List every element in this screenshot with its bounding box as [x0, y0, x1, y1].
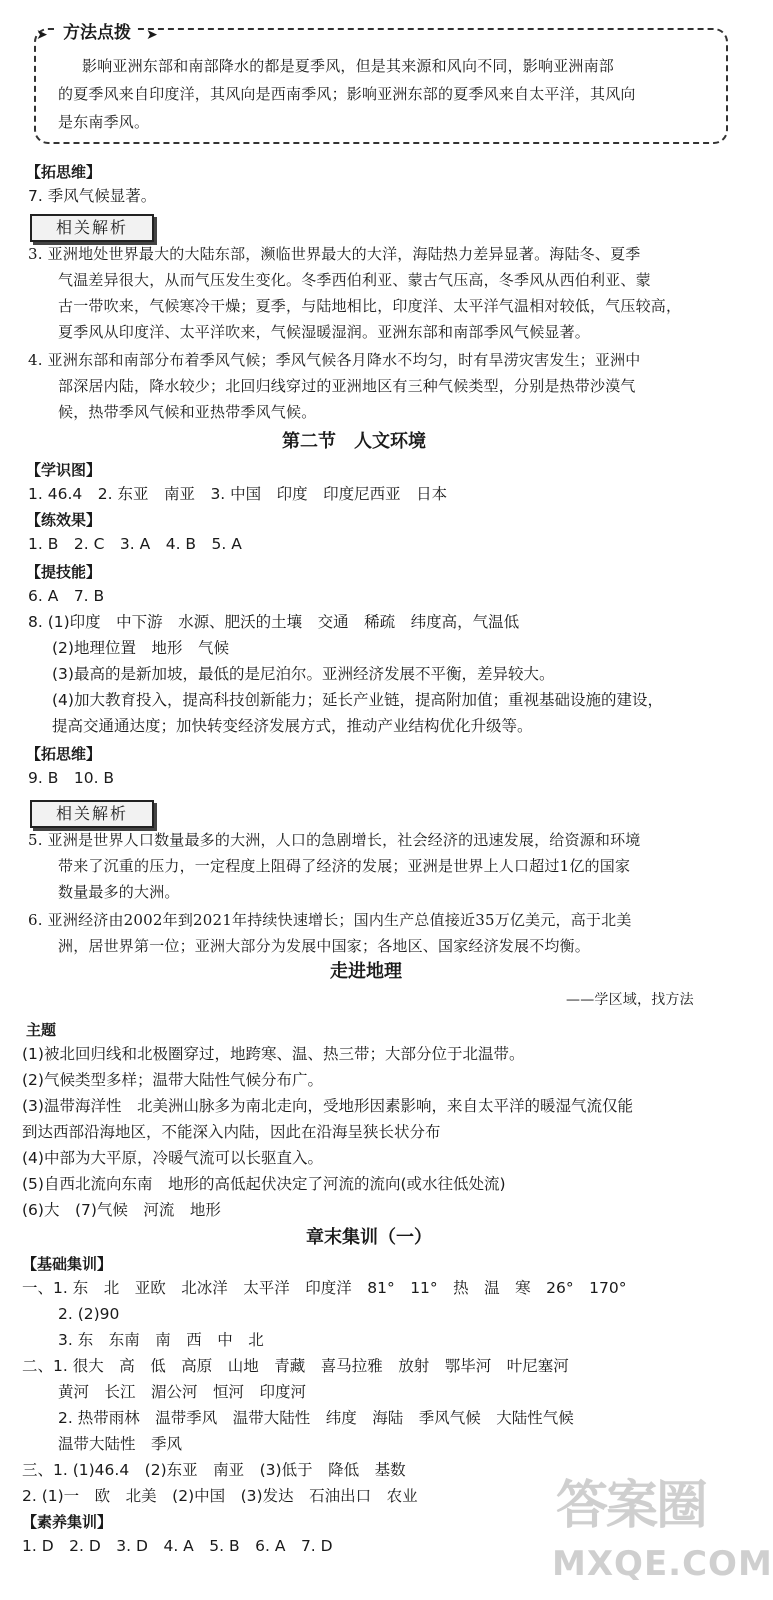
analysis-line: 候，热带季风气候和亚热带季风气候。	[58, 403, 317, 421]
section-title: 走进地理	[330, 961, 402, 982]
topic-line: (6)大 (7)气候 河流 地形	[22, 1201, 221, 1219]
section-title: 第二节 人文环境	[282, 431, 426, 452]
answer-line: 一、1. 东 北 亚欧 北冰洋 太平洋 印度洋 81° 11° 热 温 寒 26° 170°	[22, 1279, 627, 1297]
answer-line: 2. (1)一 欧 北美 (2)中国 (3)发达 石油出口 农业	[22, 1487, 418, 1505]
topic-line: (4)中部为大平原，冷暖气流可以长驱直入。	[22, 1149, 323, 1167]
answer-line: (4)加大教育投入，提高科技创新能力；延长产业链，提高附加值；重视基础设施的建设，	[52, 691, 663, 709]
topic-line: (3)温带海洋性 北美洲山脉多为南北走向，受地形因素影响，来自太平洋的暖湿气流仅能	[22, 1097, 633, 1115]
analysis-line: 5. 亚洲是世界人口数量最多的大洲，人口的急剧增长，社会经济的迅速发展，给资源和环境	[28, 831, 641, 849]
section-tag: 【练效果】	[26, 511, 102, 529]
analysis-line: 古一带吹来，气候寒冷干燥；夏季，与陆地相比，印度洋、太平洋气温相对较低，气压较高，	[58, 297, 682, 315]
topic-line: (1)被北回归线和北极圈穿过，地跨寒、温、热三带；大部分位于北温带。	[22, 1045, 525, 1063]
answer-line: (3)最高的是新加坡，最低的是尼泊尔。亚洲经济发展不平衡，差异较大。	[52, 665, 555, 683]
watermark-url: MXQE.COM	[552, 1544, 773, 1584]
answer-line: 2. 热带雨林 温带季风 温带大陆性 纬度 海陆 季风气候 大陆性气候	[58, 1409, 574, 1427]
answer-line: 2. (2)90	[58, 1305, 120, 1323]
section-tag: 【基础集训】	[22, 1255, 113, 1273]
analysis-line: 洲，居世界第一位；亚洲大部分为发展中国家；各地区、国家经济发展不均衡。	[58, 937, 591, 955]
analysis-line: 带来了沉重的压力，一定程度上阻碍了经济的发展；亚洲是世界上人口超过1亿的国家	[58, 857, 631, 875]
answer-line: 1. B 2. C 3. A 4. B 5. A	[28, 535, 242, 553]
analysis-label: 相关解析	[30, 214, 154, 242]
answer-line: 3. 东 东南 南 西 中 北	[58, 1331, 264, 1349]
topic-line: (2)气候类型多样；温带大陆性气候分布广。	[22, 1071, 323, 1089]
watermark-logo	[548, 1476, 773, 1596]
analysis-line: 夏季风从印度洋、太平洋吹来，气候湿暖湿润。亚洲东部和南部季风气候显著。	[58, 323, 591, 341]
section-tag: 【学识图】	[26, 461, 102, 479]
answer-line: 1. D 2. D 3. D 4. A 5. B 6. A 7. D	[22, 1537, 333, 1555]
answer-line: 黄河 长江 湄公河 恒河 印度河	[58, 1383, 307, 1401]
section-tag: 【素养集训】	[22, 1513, 113, 1531]
answer-line: 8. (1)印度 中下游 水源、肥沃的土壤 交通 稀疏 纬度高，气温低	[28, 613, 520, 631]
answer-line: 9. B 10. B	[28, 769, 115, 787]
section-tag: 【拓思维】	[26, 163, 102, 181]
topic-line: (5)自西北流向东南 地形的高低起伏决定了河流的流向(或水往低处流)	[22, 1175, 506, 1193]
answer-line: 7. 季风气候显著。	[28, 187, 157, 205]
answer-line: 6. A 7. B	[28, 587, 105, 605]
answer-line: 提高交通通达度；加快转变经济发展方式，推动产业结构优化升级等。	[52, 717, 533, 735]
analysis-line: 3. 亚洲地处世界最大的大陆东部，濒临世界最大的大洋，海陆热力差异显著。海陆冬、夏季	[28, 245, 641, 263]
answer-line: 三、1. (1)46.4 (2)东亚 南亚 (3)低于 降低 基数	[22, 1461, 406, 1479]
analysis-line: 数量最多的大洲。	[58, 883, 180, 901]
tip-title: 方法点拨	[57, 22, 137, 44]
analysis-line: 4. 亚洲东部和南部分布着季风气候；季风气候各月降水不均匀，时有旱涝灾害发生；亚洲中	[28, 351, 641, 369]
answer-line: 温带大陆性 季风	[58, 1435, 183, 1453]
topic-label: 主题	[26, 1021, 57, 1039]
section-subtitle: ——学区域，找方法	[566, 992, 694, 1008]
topic-line: 到达西部沿海地区，不能深入内陆，因此在沿海呈狭长状分布	[22, 1123, 441, 1141]
answer-line: (2)地理位置 地形 气候	[52, 639, 229, 657]
tip-line: 是东南季风。	[58, 113, 150, 131]
section-tag: 【提技能】	[26, 563, 102, 581]
analysis-label: 相关解析	[30, 800, 154, 828]
arrow-icon: ➤	[146, 27, 158, 43]
analysis-line: 气温差异很大，从而气压发生变化。冬季西伯利亚、蒙古气压高，冬季风从西伯利亚、蒙	[58, 271, 651, 289]
section-title: 章末集训（一）	[306, 1227, 432, 1248]
analysis-line: 部深居内陆，降水较少；北回归线穿过的亚洲地区有三种气候类型，分别是热带沙漠气	[58, 377, 636, 395]
section-tag: 【拓思维】	[26, 745, 102, 763]
analysis-line: 6. 亚洲经济由2002年到2021年持续快速增长；国内生产总值接近35万亿美元，高于北美	[28, 911, 632, 929]
arrow-icon: ➤	[36, 27, 48, 43]
watermark-text: 答案圈	[556, 1476, 707, 1536]
answer-line: 1. 46.4 2. 东亚 南亚 3. 中国 印度 印度尼西亚 日本	[28, 485, 448, 503]
tip-line: 影响亚洲东部和南部降水的都是夏季风，但是其来源和风向不同，影响亚洲南部	[82, 57, 615, 75]
answer-line: 二、1. 很大 高 低 高原 山地 青藏 喜马拉雅 放射 鄂毕河 叶尼塞河	[22, 1357, 569, 1375]
tip-line: 的夏季风来自印度洋，其风向是西南季风；影响亚洲东部的夏季风来自太平洋，其风向	[58, 85, 636, 103]
